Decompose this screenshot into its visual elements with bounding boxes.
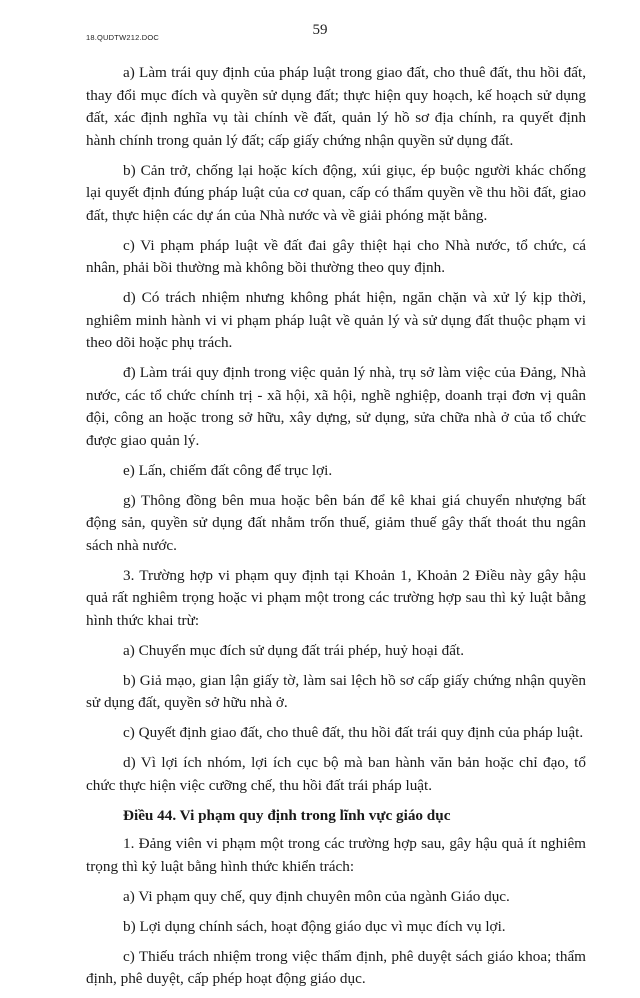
paragraph: b) Lợi dụng chính sách, hoạt động giáo dục vì mục đích vụ lợi.: [123, 917, 506, 935]
paragraph: 3. Trường hợp vi phạm quy định tại Khoản 1, Khoản 2 Điều này gây hậu quả rất nghiêm trọng hoặc vi phạm một trong các trường hợp sau thì kỷ luật bằng hình thức khai trừ:: [86, 566, 586, 629]
paragraph: c) Thiếu trách nhiệm trong việc thẩm định, phê duyệt sách giáo khoa; thẩm định, phê duyệt, cấp phép hoạt động giáo dục.: [86, 947, 586, 987]
document-id: 18.QUDTW212.DOC: [86, 33, 160, 42]
document-body: [86, 62, 586, 998]
paragraph: d) Vì lợi ích nhóm, lợi ích cục bộ mà ban hành văn bản hoặc chỉ đạo, tổ chức thực hiện việc cưỡng chế, thu hồi đất trái pháp luật.: [86, 754, 586, 794]
paragraph: a) Làm trái quy định của pháp luật trong giao đất, cho thuê đất, thu hồi đất, thay đổi mục đích và quyền sử dụng đất; thực hiện quy hoạch, kế hoạch sử dụng đất, xác định nghĩa vụ tài chính về đất, quản lý hồ sơ địa chính, ra quyết định hành chính trong quản lý đất; cấp giấy chứng nhận quyền sử dụng đất.: [86, 64, 586, 149]
paragraph: a) Vi phạm quy chế, quy định chuyên môn của ngành Giáo dục.: [123, 887, 510, 905]
page-number: 59: [312, 22, 328, 38]
paragraph: b) Giả mạo, gian lận giấy tờ, làm sai lệch hồ sơ cấp giấy chứng nhận quyền sử dụng đất, quyền sở hữu nhà ở.: [86, 671, 586, 711]
paragraph: a) Chuyển mục đích sử dụng đất trái phép, huỷ hoại đất.: [123, 641, 465, 659]
paragraph: c) Vi phạm pháp luật về đất đai gây thiệt hại cho Nhà nước, tổ chức, cá nhân, phải bồi thường mà không bồi thường theo quy định.: [86, 236, 586, 276]
paragraph: e) Lấn, chiếm đất công để trục lợi.: [123, 461, 333, 479]
paragraph: g) Thông đồng bên mua hoặc bên bán để kê khai giá chuyển nhượng bất động sản, quyền sử dụng đất nhằm trốn thuế, giảm thuế gây thất thoát thu ngân sách nhà nước.: [86, 491, 586, 554]
paragraph: d) Có trách nhiệm nhưng không phát hiện, ngăn chặn và xử lý kịp thời, nghiêm minh hành vi vi phạm pháp luật về quản lý và sử dụng đất thuộc phạm vi theo dõi hoặc phụ trách.: [86, 289, 586, 351]
article-heading: Điều 44. Vi phạm quy định trong lĩnh vực giáo dục: [123, 806, 451, 824]
paragraph: đ) Làm trái quy định trong việc quản lý nhà, trụ sở làm việc của Đảng, Nhà nước, các tổ chức chính trị - xã hội, xã hội, nghề nghiệp, doanh trại đơn vị quân đội, công an hoặc trong sở hữu, xây dựng, sử dụng, sửa chữa nhà ở của tổ chức được giao quản lý.: [86, 364, 586, 449]
paragraph: b) Cản trở, chống lại hoặc kích động, xúi giục, ép buộc người khác chống lại quyết định đúng pháp luật của cơ quan, cấp có thẩm quyền về thu hồi đất, giao đất, thực hiện các dự án của Nhà nước và về giải phóng mặt bằng.: [86, 161, 586, 224]
paragraph: c) Quyết định giao đất, cho thuê đất, thu hồi đất trái quy định của pháp luật.: [123, 724, 584, 741]
paragraph: 1. Đảng viên vi phạm một trong các trường hợp sau, gây hậu quả ít nghiêm trọng thì kỷ luật bằng hình thức khiển trách:: [86, 835, 586, 875]
